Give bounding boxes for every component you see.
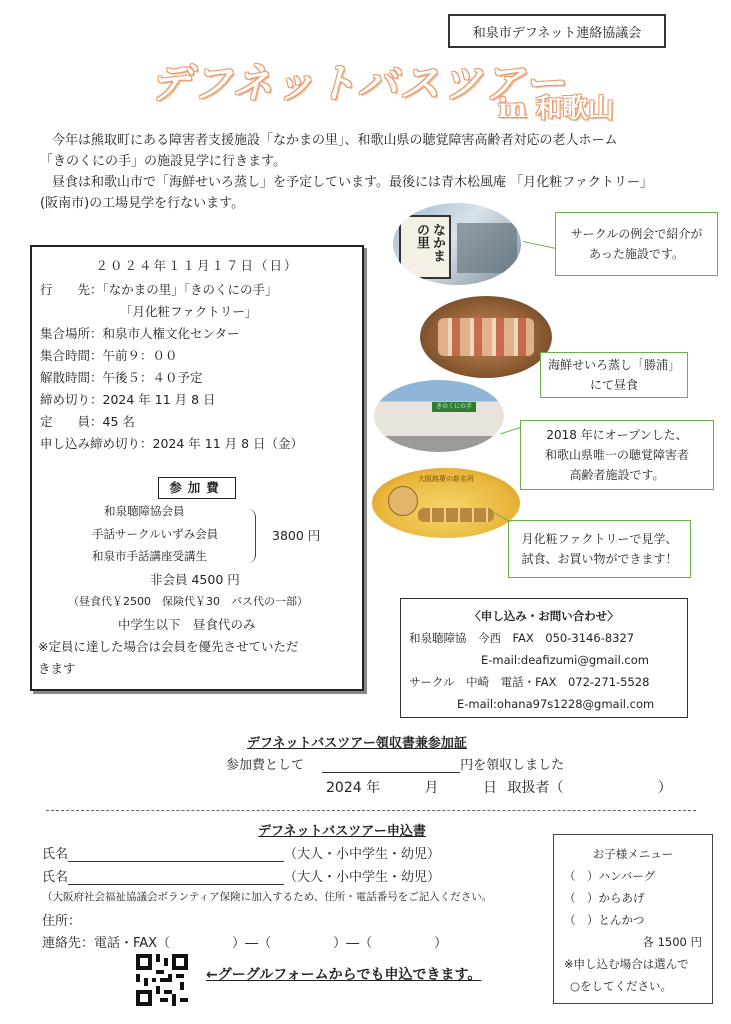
intro-line: (阪南市)の工場見学を行ないます。 <box>40 196 245 211</box>
mascot-shape <box>388 486 418 516</box>
category-options: （大人・小中学生・幼児） <box>284 870 441 885</box>
photo-seafood <box>420 296 552 378</box>
organizer-name: 和泉市デフネット連絡協議会 <box>472 25 642 41</box>
facility-sign: なかまの里 <box>399 215 451 279</box>
member-type: 手話サークルいずみ会員 <box>92 527 219 541</box>
name-label: 氏名 <box>42 870 69 885</box>
kids-menu-note: ○をしてください。 <box>570 979 673 993</box>
callout-text: 月化粧ファクトリーで見学、 <box>521 532 678 546</box>
address-label: 住所： <box>42 914 82 929</box>
receipt-day: 日 <box>483 780 497 796</box>
callout-text: あった施設です。 <box>589 247 684 261</box>
name-row <box>42 866 440 885</box>
deadline: 締め切り：2024 年 11 月 8 日 <box>40 392 216 407</box>
contact-email[interactable]: E-mail:deafizumi@gmail.com <box>481 653 649 667</box>
phone-label: 連絡先：電話・FAX（ <box>42 936 171 951</box>
callout-seafood <box>540 352 688 398</box>
destination: 行 先：「なかまの里」「きのくにの手」 <box>40 282 278 297</box>
callout-text: 高齢者施設です。 <box>569 468 665 482</box>
food-tray <box>438 318 534 356</box>
google-form-note[interactable]: ←グーグルフォームからでも申込できます。 <box>206 967 482 983</box>
receipt-year: 2024 年 <box>326 780 381 796</box>
intro-text <box>40 130 710 214</box>
note: ※定員に達した場合は会員を優先させていただ <box>38 639 299 654</box>
tour-date: ２０２４年１１月１７日（日） <box>95 258 299 273</box>
insurance-note: （大阪府社会福祉協議会ボランティア保険に加入するため、住所・電話番号をご記入ください。 <box>42 891 493 903</box>
qr-code-image <box>136 954 188 1006</box>
receipt-close: ） <box>657 780 672 796</box>
phone-end: ） <box>434 936 448 951</box>
contact-box <box>400 598 688 718</box>
member-type: 和泉市手話講座受講生 <box>92 549 207 563</box>
contact-line: 和泉聴障協 今西 FAX 050-3146-8327 <box>409 631 635 645</box>
facility-sign: きのくにの手 <box>432 402 476 412</box>
page-title: デフネットバスツアー <box>150 61 567 107</box>
fee-breakdown: （昼食代￥2500 保険代￥30 バス代の一部） <box>68 595 308 608</box>
cut-line <box>46 810 696 811</box>
destination-2: 「月化粧ファクトリー」 <box>120 304 258 319</box>
building-shape <box>457 223 517 273</box>
photo-nakama <box>393 203 521 285</box>
kids-menu-item[interactable]: （ ）とんかつ <box>564 913 645 927</box>
receipt-line <box>226 754 564 773</box>
meeting-place: 集合場所：和泉市人権文化センター <box>40 326 240 341</box>
meeting-time: 集合時間：午前９：００ <box>40 348 178 363</box>
brace <box>246 509 256 563</box>
kids-menu-note: ※申し込む場合は選んで <box>564 957 689 971</box>
name-label: 氏名 <box>42 847 69 862</box>
sweets-shape <box>418 508 494 522</box>
contact-line: サークル 中崎 電話・FAX 072-271-5528 <box>409 675 650 689</box>
kids-menu-title: お子様メニュー <box>592 847 674 861</box>
name-field[interactable] <box>68 846 284 862</box>
phone-row <box>42 932 447 951</box>
intro-line: 「きのくにの手」の施設見学に行きます。 <box>40 154 286 169</box>
page-subtitle: in 和歌山 <box>498 94 614 124</box>
callout-nakama <box>555 212 718 276</box>
application-deadline: 申し込み締め切り：2024 年 11 月 8 日（金） <box>40 436 304 451</box>
category-options: （大人・小中学生・幼児） <box>284 847 441 862</box>
name-field[interactable] <box>68 869 284 885</box>
member-fee: 3800 円 <box>272 528 321 543</box>
nonmember-fee: 非会員 4500 円 <box>150 572 240 587</box>
photo-factory <box>372 468 520 538</box>
receipt-label: 参加費として <box>226 758 305 773</box>
contact-email[interactable]: E-mail:ohana97s1228@gmail.com <box>457 697 655 711</box>
callout-pointer <box>523 241 556 249</box>
callout-factory <box>508 520 691 578</box>
callout-pointer <box>500 427 521 435</box>
callout-text: 2018 年にオープンした、 <box>546 428 688 442</box>
intro-line: 今年は熊取町にある障害者支援施設「なかまの里」、和歌山県の聴覚障害高齢者対応の老人ホーム <box>52 133 618 148</box>
qr-code[interactable] <box>136 954 188 1006</box>
phone-sep: ）―（ <box>232 936 272 951</box>
callout-text: サークルの例会で紹介が <box>570 227 703 241</box>
receipt-handler: 取扱者（ <box>507 780 564 796</box>
dismiss-time: 解散時間：午後５：４０予定 <box>40 370 203 385</box>
photo-kinokuni <box>374 380 504 452</box>
receipt-month: 月 <box>424 780 439 796</box>
fee-title: 参加費 <box>158 477 236 499</box>
kids-menu-item[interactable]: （ ）からあげ <box>564 891 645 905</box>
callout-text: にて昼食 <box>589 378 638 392</box>
organizer-box <box>448 14 666 48</box>
kids-menu-box <box>553 834 713 1004</box>
capacity: 定 員：45 名 <box>40 414 135 429</box>
contact-title: 〈申し込み・お問い合わせ〉 <box>469 609 619 623</box>
receipt-label: 円を領収しました <box>460 758 565 773</box>
phone-sep: ）―（ <box>333 936 373 951</box>
kids-menu-item[interactable]: （ ）ハンバーグ <box>564 869 656 883</box>
factory-sign: 大阪銘菓の新名所 <box>418 475 474 483</box>
name-row <box>42 843 440 862</box>
intro-line: 昼食は和歌山市で「海鮮せいろ蒸し」を予定しています。最後には青木松風庵 「月化粧ファクトリー」 <box>52 175 653 190</box>
tour-info-box <box>30 245 364 691</box>
callout-text: 試食、お買い物ができます！ <box>521 552 678 566</box>
receipt-date-line <box>326 777 672 797</box>
callout-kinokuni <box>520 420 714 490</box>
amount-blank <box>322 757 460 773</box>
note: きます <box>38 661 76 676</box>
callout-text: 海鮮せいろ蒸し「勝浦」 <box>547 358 680 372</box>
callout-text: 和歌山県唯一の聴覚障害者 <box>544 448 689 462</box>
kids-menu-price: 各 1500 円 <box>642 935 702 949</box>
member-type: 和泉聴障協会員 <box>104 504 185 518</box>
student-fee: 中学生以下 昼食代のみ <box>118 617 256 632</box>
form-title: デフネットバスツアー申込書 <box>258 824 426 839</box>
receipt-title: デフネットバスツアー領収書兼参加証 <box>247 736 467 751</box>
